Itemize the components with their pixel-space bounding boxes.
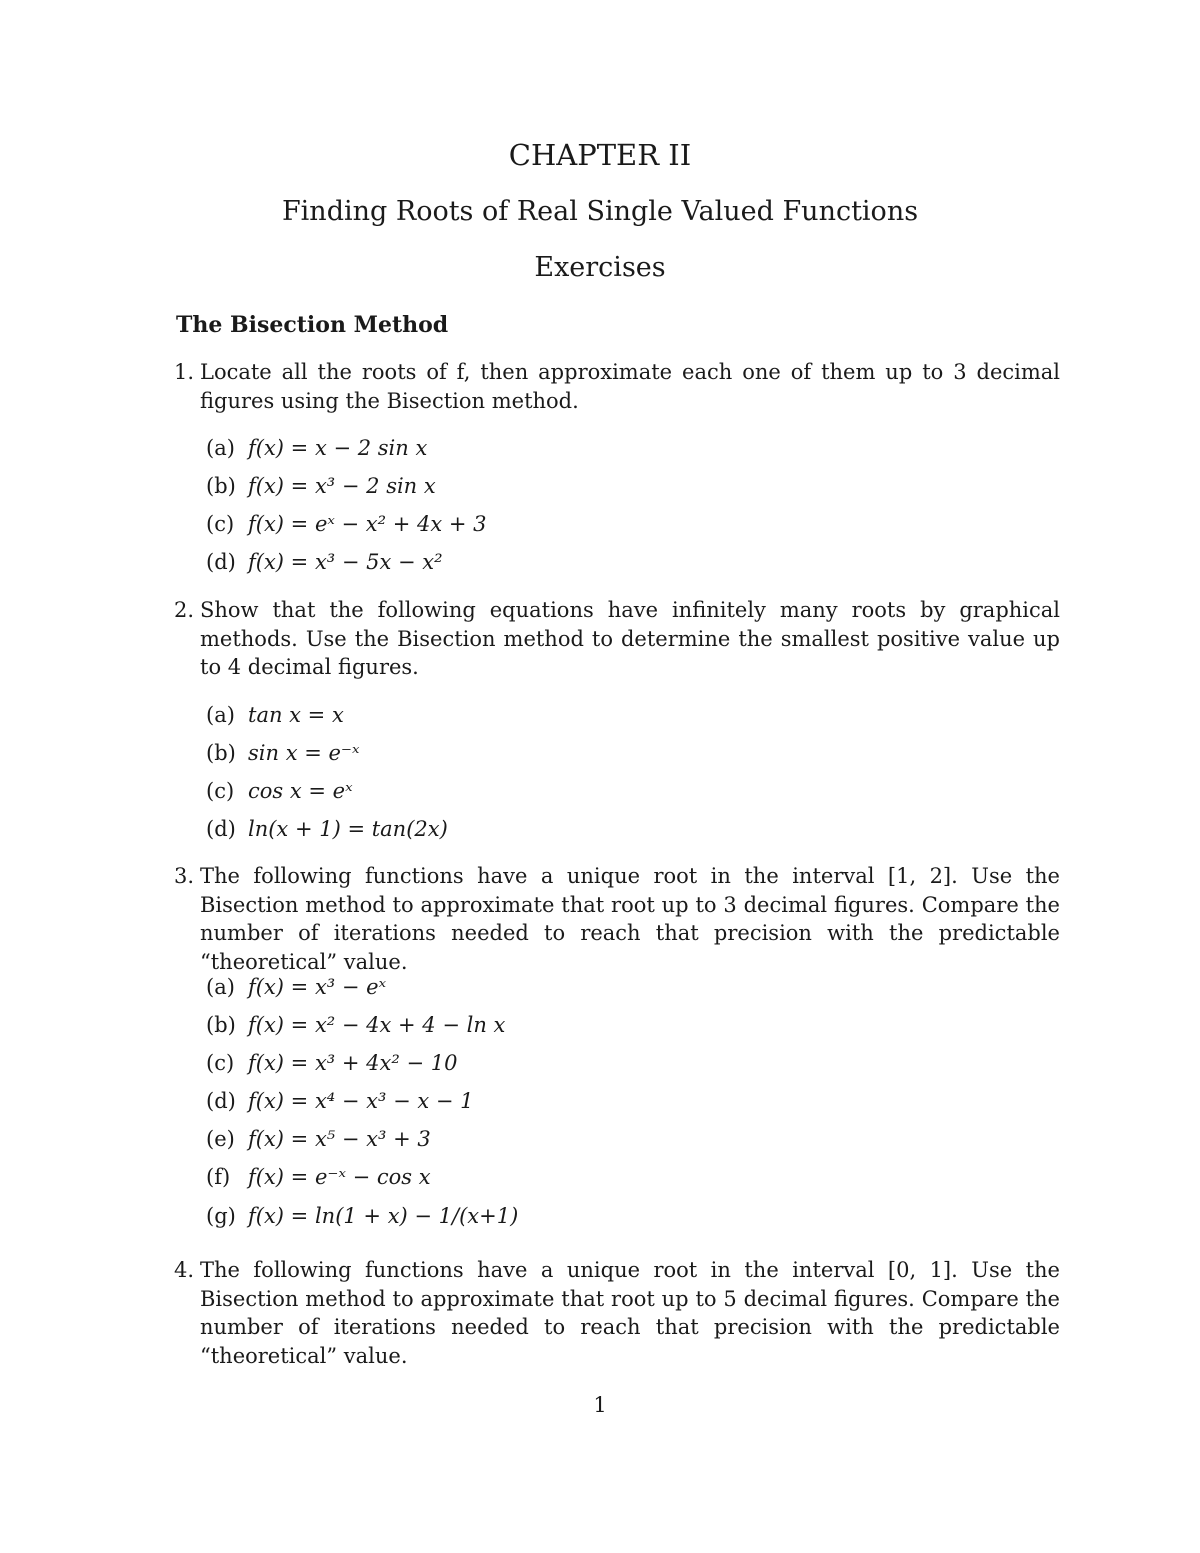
item-expression: f(x) = x³ − 2 sin x (248, 474, 436, 498)
item-expression: f(x) = x³ − 5x − x² (248, 550, 443, 574)
problem-4-number: 4. (173, 1258, 194, 1282)
item-expression: f(x) = x − 2 sin x (248, 436, 428, 460)
item-label: (b) (206, 1013, 236, 1037)
section-heading: The Bisection Method (176, 312, 449, 338)
item-label: (a) (206, 436, 235, 460)
item-label: (e) (206, 1127, 235, 1151)
problem-3-text: The following functions have a unique root in the interval [1, 2]. Use the Bisection method to approximate that root up to 3 decimal figures. Compare the number of iterations needed to reach that precision with the predictable “theoretical” value. (200, 864, 1060, 974)
item-label: (f) (206, 1165, 231, 1189)
problem-3-item-f (206, 1165, 431, 1189)
problem-2-item-d (206, 817, 448, 841)
item-label: (a) (206, 975, 235, 999)
item-label: (d) (206, 1089, 236, 1113)
item-expression: f(x) = x⁴ − x³ − x − 1 (248, 1089, 474, 1113)
item-expression: sin x = e⁻ˣ (248, 741, 360, 765)
item-expression: f(x) = e⁻ˣ − cos x (248, 1165, 431, 1189)
exercises-heading: Exercises (534, 252, 666, 283)
problem-3-item-g (206, 1204, 518, 1228)
item-label: (b) (206, 474, 236, 498)
problem-3-item-a (206, 975, 386, 999)
problem-2-item-a (206, 703, 344, 727)
item-expression: f(x) = x³ − eˣ (248, 975, 387, 999)
problem-1-item-c (206, 512, 487, 536)
problem-3-number: 3. (173, 864, 194, 888)
problem-3-item-d (206, 1089, 474, 1113)
item-label: (d) (206, 550, 236, 574)
problem-3-item-c (206, 1051, 457, 1075)
item-label: (g) (206, 1204, 236, 1228)
problem-1-item-d (206, 550, 443, 574)
item-expression: f(x) = x³ + 4x² − 10 (248, 1051, 458, 1075)
item-expression: ln(x + 1) = tan(2x) (248, 817, 448, 841)
item-label: (c) (206, 779, 235, 803)
problem-1-number: 1. (173, 360, 194, 384)
item-expression: f(x) = ln(1 + x) − 1/(x+1) (248, 1204, 519, 1228)
problem-1-item-b (206, 474, 436, 498)
item-label: (a) (206, 703, 235, 727)
problem-4-text: The following functions have a unique root in the interval [0, 1]. Use the Bisection method to approximate that root up to 5 decimal figures. Compare the number of iterations needed to reach that precision with the predictable “theoretical” value. (200, 1258, 1060, 1368)
chapter-heading: CHAPTER II (508, 138, 692, 172)
chapter-title: Finding Roots of Real Single Valued Functions (281, 196, 919, 227)
item-expression: f(x) = x² − 4x + 4 − ln x (248, 1013, 506, 1037)
item-expression: tan x = x (248, 703, 344, 727)
item-label: (c) (206, 1051, 235, 1075)
item-expression: f(x) = x⁵ − x³ + 3 (248, 1127, 431, 1151)
item-label: (c) (206, 512, 235, 536)
problem-2-item-b (206, 741, 359, 765)
item-expression: cos x = eˣ (248, 779, 353, 803)
item-label: (d) (206, 817, 236, 841)
problem-3-item-b (206, 1013, 505, 1037)
page-number: 1 (593, 1393, 607, 1417)
problem-1-item-a (206, 436, 427, 460)
problem-2-number: 2. (173, 598, 194, 622)
problem-2-text: Show that the following equations have infinitely many roots by graphical methods. Use the Bisection method to determine the smallest positive value up to 4 decimal figures. (200, 598, 1060, 679)
item-label: (b) (206, 741, 236, 765)
problem-2-item-c (206, 779, 353, 803)
problem-1-text: Locate all the roots of f, then approximate each one of them up to 3 decimal figures using the Bisection method. (200, 360, 1060, 413)
problem-3-item-e (206, 1127, 431, 1151)
item-expression: f(x) = eˣ − x² + 4x + 3 (248, 512, 487, 536)
